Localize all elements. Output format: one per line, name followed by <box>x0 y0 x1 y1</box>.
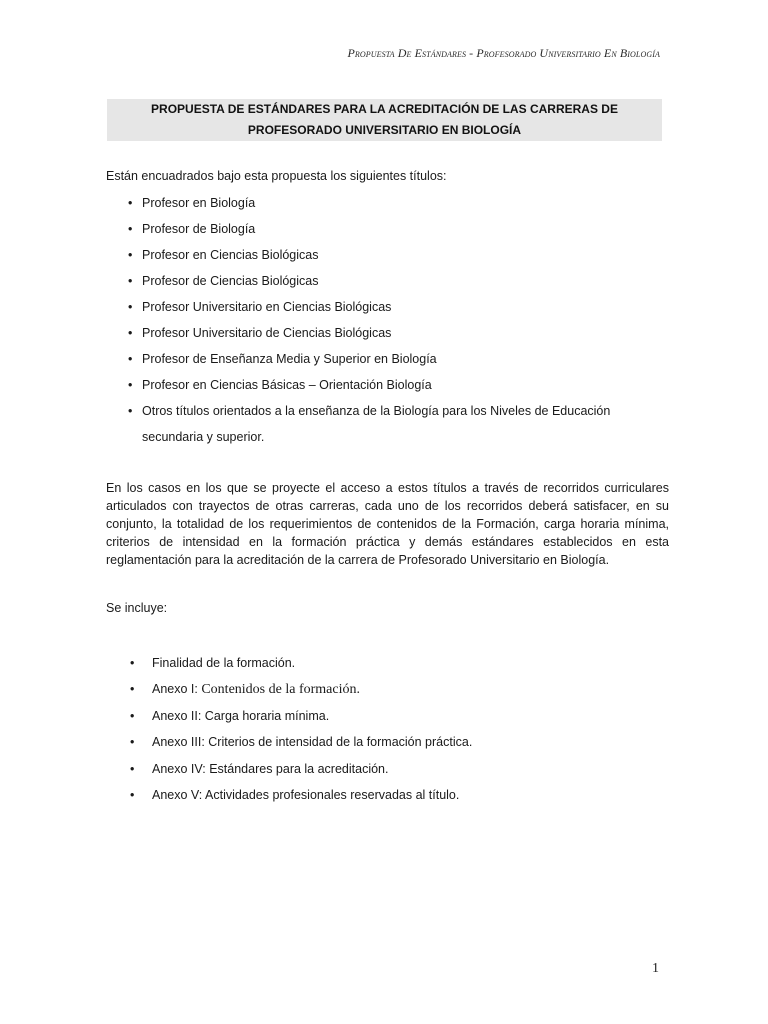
page-number: 1 <box>652 961 659 976</box>
list-item: • Anexo II: Carga horaria mínima. <box>130 707 472 733</box>
list-item: • Profesor de Biología <box>128 220 610 246</box>
list-item: • Anexo IV: Estándares para la acreditación. <box>130 760 472 786</box>
running-header: Propuesta De Estándares - Profesorado Universitario En Biología <box>347 46 660 60</box>
intro-text: Están encuadrados bajo esta propuesta los siguientes títulos: <box>106 169 447 183</box>
list-item: • Profesor en Ciencias Biológicas <box>128 246 610 272</box>
list-item: • Anexo V: Actividades profesionales reservadas al título. <box>130 786 472 812</box>
annex-title: Contenidos de la formación. <box>201 682 360 698</box>
document-title-box <box>107 99 662 141</box>
includes-label: Se incluye: <box>106 601 168 615</box>
annex-prefix: Anexo I: <box>152 682 202 697</box>
list-item: • Profesor en Biología <box>128 194 610 220</box>
body-paragraph: En los casos en los que se proyecte el acceso a estos títulos a través de recorridos curriculares articulados con trayectos de otras carreras, cada uno de los recorridos deberá satisfacer, en su conjunto, la totalidad de los requerimientos de contenidos de la Formación, carga horaria mínima, criterios de intensidad en la formación práctica y demás estándares establecidos en esta reglamentación para la acreditación de la carrera de Profesorado Universitario en Biología. <box>106 481 669 567</box>
list-item: • Profesor de Ciencias Biológicas <box>128 272 610 298</box>
list-item <box>130 680 472 706</box>
list-item: • Profesor Universitario de Ciencias Biológicas <box>128 324 610 350</box>
document-title-line-2: PROFESORADO UNIVERSITARIO EN BIOLOGÍA <box>247 123 522 137</box>
list-item: • Profesor en Ciencias Básicas – Orientación Biología <box>128 376 610 402</box>
list-item: • Finalidad de la formación. <box>130 654 472 680</box>
list-item <box>128 398 610 450</box>
list-item: • Profesor Universitario en Ciencias Biológicas <box>128 298 610 324</box>
list-item: • Anexo III: Criterios de intensidad de la formación práctica. <box>130 733 472 759</box>
list-item-line-2: secundaria y superior. <box>142 430 265 444</box>
document-title-line-1: PROPUESTA DE ESTÁNDARES PARA LA ACREDITACIÓN DE LAS CARRERAS DE <box>151 102 618 116</box>
annex-list <box>130 654 472 812</box>
degree-titles-list <box>128 194 610 450</box>
list-item-line-1: • Otros títulos orientados a la enseñanza de la Biología para los Niveles de Educación <box>142 404 611 418</box>
list-item: • Profesor de Enseñanza Media y Superior en Biología <box>128 350 610 376</box>
